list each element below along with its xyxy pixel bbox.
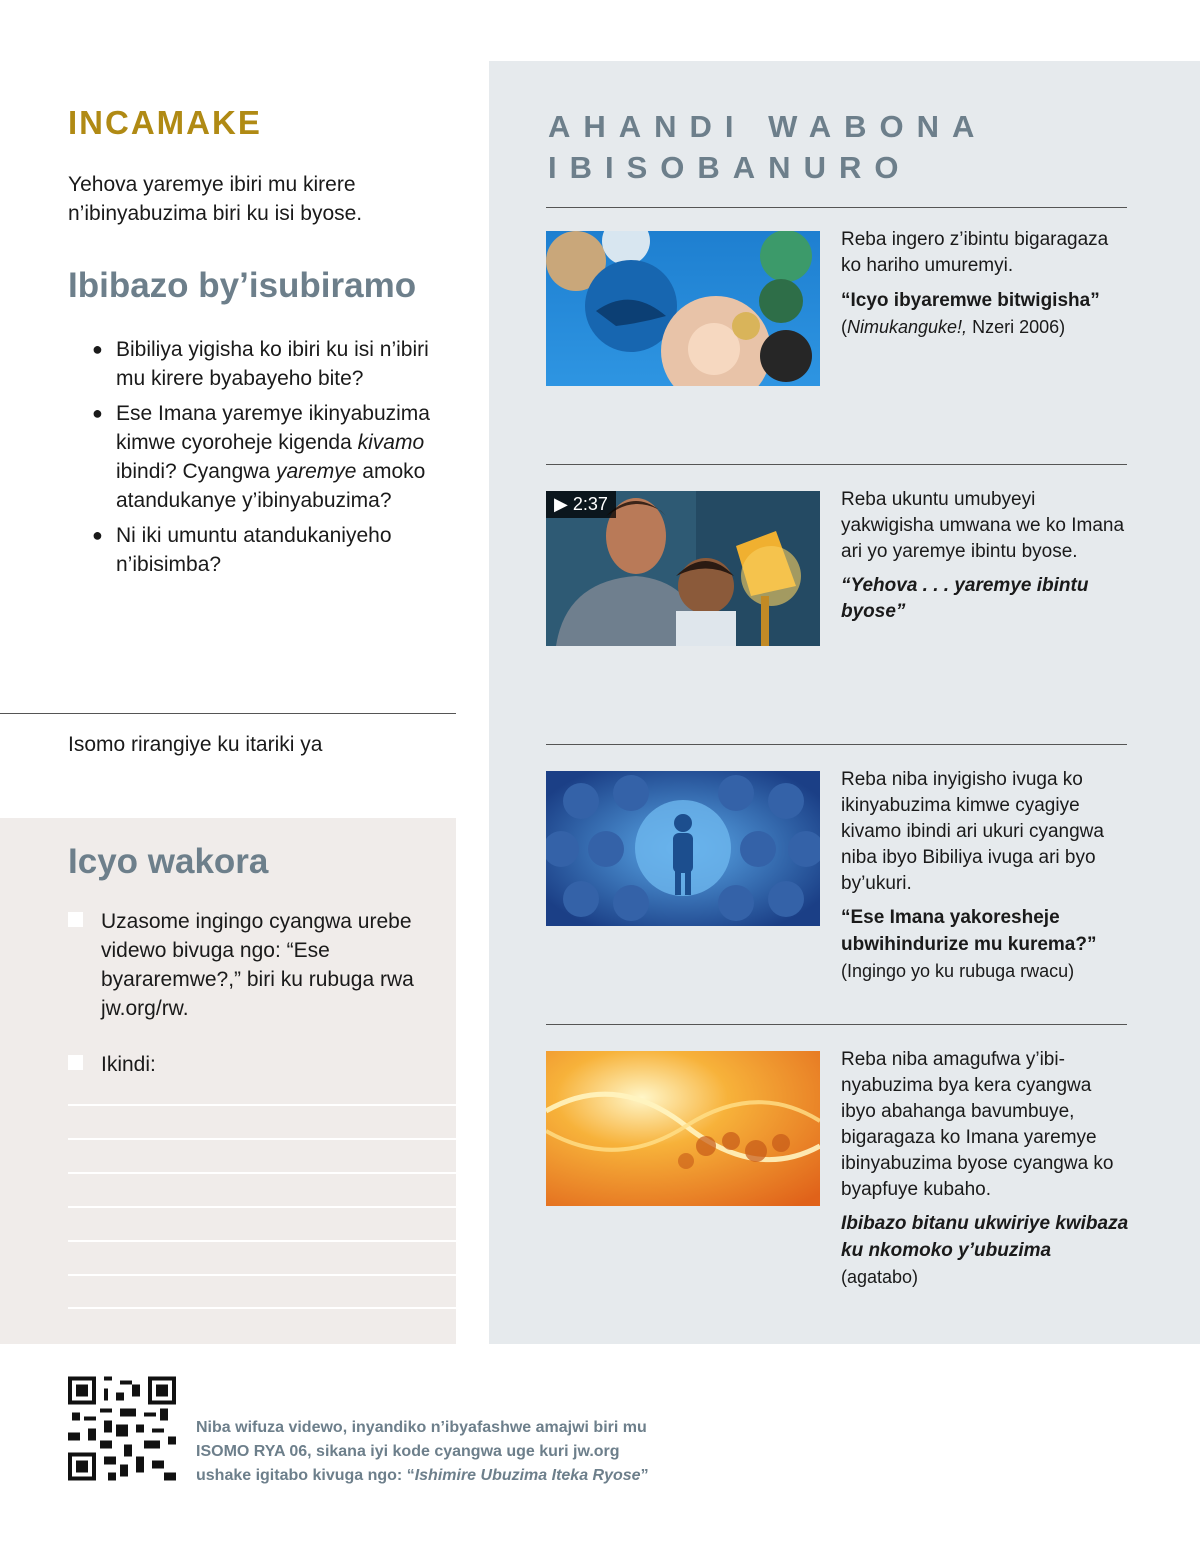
section-divider (546, 1024, 1127, 1025)
section-divider (546, 744, 1127, 745)
book-title[interactable]: Ishimire Ubuzima Iteka Ryose (414, 1467, 641, 1484)
resource-reference[interactable] (841, 905, 1131, 985)
reference-text: (Ingingo yo ku rubuga rwacu) (841, 961, 1075, 981)
section-divider (546, 464, 1127, 465)
review-question-list (92, 335, 462, 585)
resource-description: Reba niba amagufwa y’ibi-nyabuzima bya kera cyangwa ibyo abahanga bavumbuye, bigaragaza ko Imana yaremye ibinyabuzima byose cyangwa ko byapfuye kubaho. (841, 1049, 1114, 1200)
review-question (92, 399, 462, 515)
resource-item-2 (841, 487, 1131, 625)
resource-description: Reba ingero z’ibintu bigaragaza ko hariho umuremyi. (841, 229, 1109, 276)
summary-text: Yehova yaremye ibiri mu kirere n’ibinyabuzima biri ku isi byose. (68, 173, 363, 225)
review-question-text: ibindi? Cyangwa (116, 460, 276, 483)
writing-line[interactable] (68, 1104, 456, 1106)
creation-thumbnail[interactable] (546, 231, 820, 386)
footer-line-2: ISOMO RYA 06, sikana iyi kode cyangwa uge kuri jw.org (196, 1443, 620, 1460)
review-question-text: amoko atandukanye y’ibinyabuzima? (116, 460, 426, 512)
writing-line[interactable] (68, 1172, 456, 1174)
summary-title: INCAMAKE (68, 104, 262, 141)
divider (0, 713, 456, 714)
resource-description: Reba ukuntu umubyeyi yakwigisha umwana we ko Imana ari yo yaremye ibintu byose. (841, 489, 1125, 562)
reference-text: “Icyo ibyaremwe bitwigisha” (841, 290, 1100, 311)
activity-task-item (68, 907, 438, 1023)
review-question-text: Bibiliya yigisha ko ibiri ku isi n’ibiri mu kirere byabayeho bite? (116, 338, 429, 390)
writing-line[interactable] (68, 1274, 456, 1276)
resource-reference[interactable] (841, 573, 1131, 625)
activity-other-item (68, 1050, 438, 1079)
writing-line[interactable] (68, 1138, 456, 1140)
bullet-icon: ● (92, 339, 103, 359)
evolution-thumbnail[interactable] (546, 771, 820, 926)
resource-reference[interactable] (841, 287, 1131, 341)
reference-text: Nzeri 2006) (967, 317, 1066, 337)
reference-text: Ibibazo bitanu ukwiriye kwibaza ku nkomoko y’ubuzima (841, 1213, 1129, 1261)
review-question-text: Ese Imana yaremye ikinyabuzima kimwe cyoroheje kigenda (116, 402, 430, 454)
video-thumbnail[interactable] (546, 491, 820, 646)
resource-reference[interactable] (841, 1211, 1131, 1291)
footer-line-3-end: ” (640, 1467, 649, 1484)
dna-thumbnail[interactable] (546, 1051, 820, 1206)
resource-description: Reba niba inyigisho ivuga ko ikinyabuzima kimwe cyagiye kivamo ibindi ari ukuri cyangwa niba ibyo Bibiliya ivuga ari byo by’ukuri. (841, 769, 1104, 894)
video-duration-text: 2:37 (572, 494, 608, 514)
writing-line[interactable] (68, 1206, 456, 1208)
review-question-text: yaremye (275, 460, 357, 483)
bullet-icon: ● (92, 403, 103, 423)
writing-line[interactable] (68, 1307, 456, 1309)
lesson-date-label: Isomo rirangiye ku itariki ya (68, 733, 323, 756)
activity-task-text: Uzasome ingingo cyangwa urebe videwo bivuga ngo: “Ese byararemwe?,” biri ku rubuga rwa jw.org/rw. (101, 910, 414, 1020)
bullet-icon: ● (92, 525, 103, 545)
other-checkbox[interactable] (68, 1055, 83, 1070)
task-checkbox[interactable] (68, 912, 83, 927)
footer-line-1: Niba wifuza videwo, inyandiko n’ibyafashwe amajwi biri mu (196, 1419, 647, 1436)
activity-panel (0, 818, 456, 1344)
section-divider (546, 207, 1127, 208)
review-title: Ibibazo by’isubiramo (68, 266, 417, 305)
reference-text: “Ese Imana yakoresheje ubwihindurize mu kurema?” (841, 907, 1097, 955)
footer-text (196, 1416, 716, 1488)
resource-item-3 (841, 767, 1131, 985)
review-question-text: Ni iki umuntu atandukaniyeho n’ibisimba? (116, 524, 392, 576)
review-question (92, 335, 462, 393)
activity-title: Icyo wakora (68, 842, 269, 881)
resource-item-1 (841, 227, 1131, 341)
reference-text: Nimukanguke!, (847, 317, 968, 337)
review-question-text: kivamo (357, 431, 425, 454)
reference-text: (agatabo) (841, 1267, 919, 1287)
explore-title: AHANDI WABONA IBISOBANURO (548, 109, 987, 185)
play-icon: ▶ (554, 494, 568, 514)
activity-other-label: Ikindi: (101, 1053, 156, 1076)
writing-line[interactable] (68, 1240, 456, 1242)
reference-text: ( (841, 317, 847, 337)
footer-line-3 (196, 1464, 716, 1488)
qr-code[interactable] (68, 1376, 176, 1481)
resource-item-4 (841, 1047, 1131, 1291)
reference-text: “Yehova . . . yaremye ibintu byose” (841, 575, 1089, 622)
video-duration (546, 491, 616, 518)
review-question (92, 521, 462, 579)
footer-line-3-text: ushake igitabo kivuga ngo: “ (196, 1467, 415, 1484)
